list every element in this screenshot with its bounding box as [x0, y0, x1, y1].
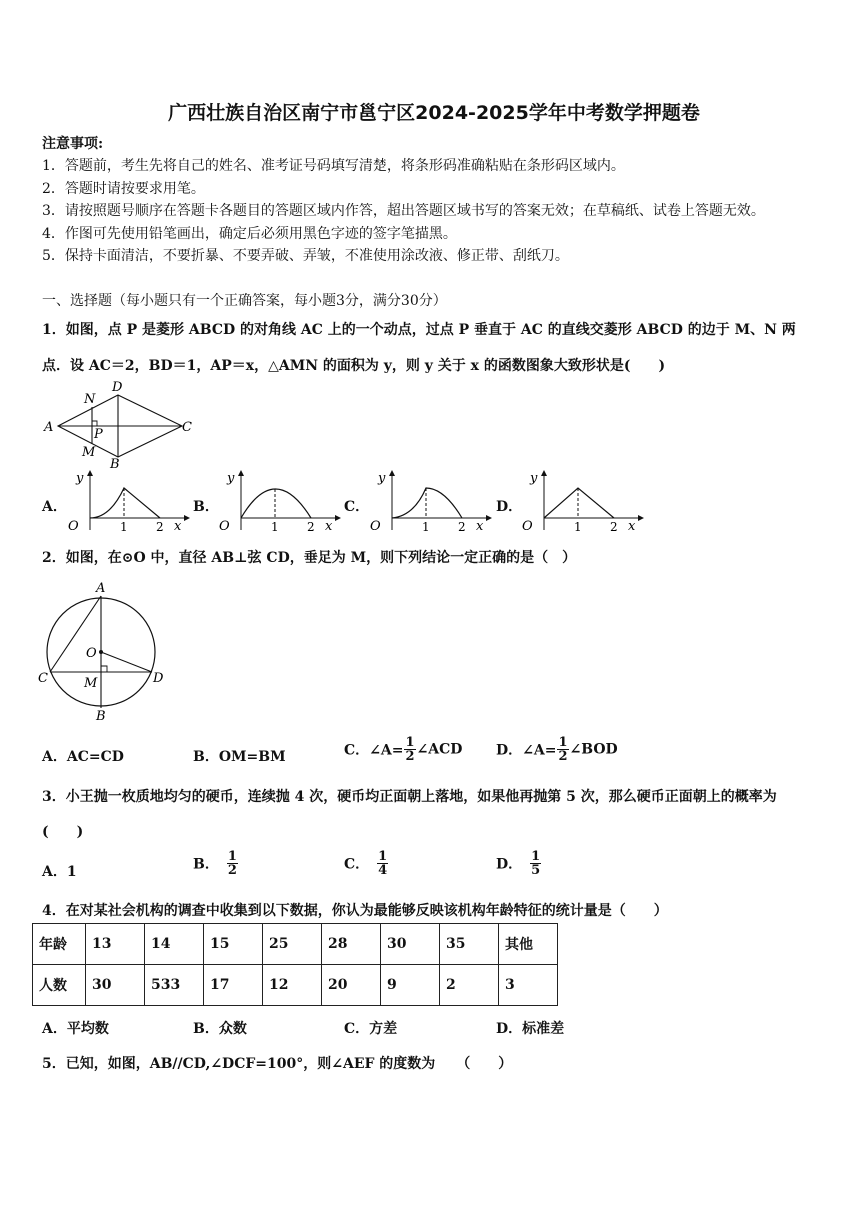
svg-text:2: 2	[610, 520, 618, 534]
table-row: 年龄 13 14 15 25 28 30 35 其他	[33, 924, 558, 965]
svg-text:y: y	[76, 471, 84, 486]
point-label: N	[84, 392, 96, 407]
question-2-text: 2．如图，在⊙O 中，直径 AB⊥弦 CD，垂足为 M，则下列结论一定正确的是（ ）	[42, 550, 577, 566]
svg-text:y: y	[378, 471, 386, 486]
svg-text:y: y	[227, 471, 235, 486]
graph-option-c	[364, 468, 494, 534]
notes-heading: 注意事项:	[42, 136, 104, 152]
svg-text:D: D	[153, 671, 164, 686]
svg-text:O: O	[219, 519, 230, 534]
option-a: A．1	[42, 864, 77, 880]
option-d: D． $\frac{1}{5}$	[496, 849, 541, 878]
svg-text:1: 1	[422, 520, 430, 534]
circle-figure	[36, 578, 171, 726]
option-d: D．∠A= $\frac{1}{2}$ ∠BOD	[496, 735, 618, 764]
svg-text:x: x	[628, 519, 636, 534]
option-a: A．AC=CD	[42, 749, 124, 765]
note-item: 1．答题前，考生先将自己的姓名、准考证号码填写清楚，将条形码准确粘贴在条形码区域内。	[42, 158, 625, 174]
svg-text:B: B	[96, 709, 106, 724]
option-c: C．∠A= $\frac{1}{2}$ ∠ACD	[344, 735, 463, 764]
vertex-label: B	[110, 457, 120, 470]
question-4-text: 4．在对某社会机构的调查中收集到以下数据，你认为最能够反映该机构年龄特征的统计量是（ ）	[42, 903, 668, 919]
svg-text:O: O	[68, 519, 79, 534]
graph-option-b	[213, 468, 343, 534]
svg-text:1: 1	[271, 520, 279, 534]
option-b: B．	[193, 499, 219, 515]
svg-text:y: y	[530, 471, 538, 486]
note-item: 5．保持卡面清洁，不要折暴、不要弄破、弄皱，不准使用涂改液、修正带、刮纸刀。	[42, 248, 569, 264]
age-table	[32, 923, 558, 1006]
svg-text:2: 2	[307, 520, 315, 534]
svg-text:O: O	[86, 646, 97, 661]
svg-text:A: A	[96, 581, 106, 596]
vertex-label: C	[182, 420, 192, 435]
option-c: C．	[344, 499, 370, 515]
svg-text:O: O	[522, 519, 533, 534]
option-b: B．众数	[193, 1021, 247, 1037]
svg-text:O: O	[370, 519, 381, 534]
note-item: 3．请按照题号顺序在答题卡各题目的答题区域内作答，超出答题区域书写的答案无效；在草稿纸、试卷上答题无效。	[42, 203, 765, 219]
option-b: B．OM=BM	[193, 749, 286, 765]
table-row: 人数 30 533 17 12 20 9 2 3	[33, 965, 558, 1006]
section-heading: 一、选择题（每小题只有一个正确答案，每小题3分，满分30分）	[42, 293, 447, 309]
svg-text:M: M	[84, 676, 98, 691]
question-3-text-cont: ( )	[42, 824, 84, 840]
option-d: D．	[496, 499, 523, 515]
svg-text:2: 2	[156, 520, 164, 534]
svg-text:x: x	[476, 519, 484, 534]
svg-text:1: 1	[574, 520, 582, 534]
graph-option-d	[516, 468, 646, 534]
point-label: P	[94, 427, 103, 442]
option-c: C． $\frac{1}{4}$	[344, 849, 388, 878]
svg-text:x: x	[174, 519, 182, 534]
option-b: B． $\frac{1}{2}$	[193, 849, 237, 878]
option-a: A．	[42, 499, 67, 515]
graph-option-a	[62, 468, 192, 534]
rhombus-figure	[40, 380, 200, 470]
option-d: D．标准差	[496, 1021, 565, 1037]
point-label: M	[82, 445, 96, 460]
svg-text:1: 1	[120, 520, 128, 534]
vertex-label: A	[44, 420, 54, 435]
option-a: A．平均数	[42, 1021, 109, 1037]
vertex-label: D	[112, 380, 123, 395]
svg-text:2: 2	[458, 520, 466, 534]
question-3-text: 3．小王抛一枚质地均匀的硬币，连续抛 4 次，硬币均正面朝上落地，如果他再抛第 5 次，那么硬币正面朝上的概率为	[42, 789, 777, 805]
page-title: 广西壮族自治区南宁市邕宁区2024-2025学年中考数学押题卷	[168, 102, 700, 124]
question-1-text-cont: 点．设 AC＝2，BD＝1，AP＝x，△AMN 的面积为 y，则 y 关于 x 的函数图象大致形状是( )	[42, 358, 666, 374]
note-item: 2．答题时请按要求用笔。	[42, 181, 205, 197]
svg-text:x: x	[325, 519, 333, 534]
option-c: C．方差	[344, 1021, 398, 1037]
question-1-text: 1．如图，点 P 是菱形 ABCD 的对角线 AC 上的一个动点，过点 P 垂直于 AC 的直线交菱形 ABCD 的边于 M、N 两	[42, 322, 796, 338]
note-item: 4．作图可先使用铅笔画出，确定后必须用黑色字迹的签字笔描黑。	[42, 226, 457, 242]
question-5-text: 5．已知，如图，AB//CD,∠DCF=100°，则∠AEF 的度数为 （ ）	[42, 1056, 513, 1072]
svg-text:C: C	[38, 671, 48, 686]
